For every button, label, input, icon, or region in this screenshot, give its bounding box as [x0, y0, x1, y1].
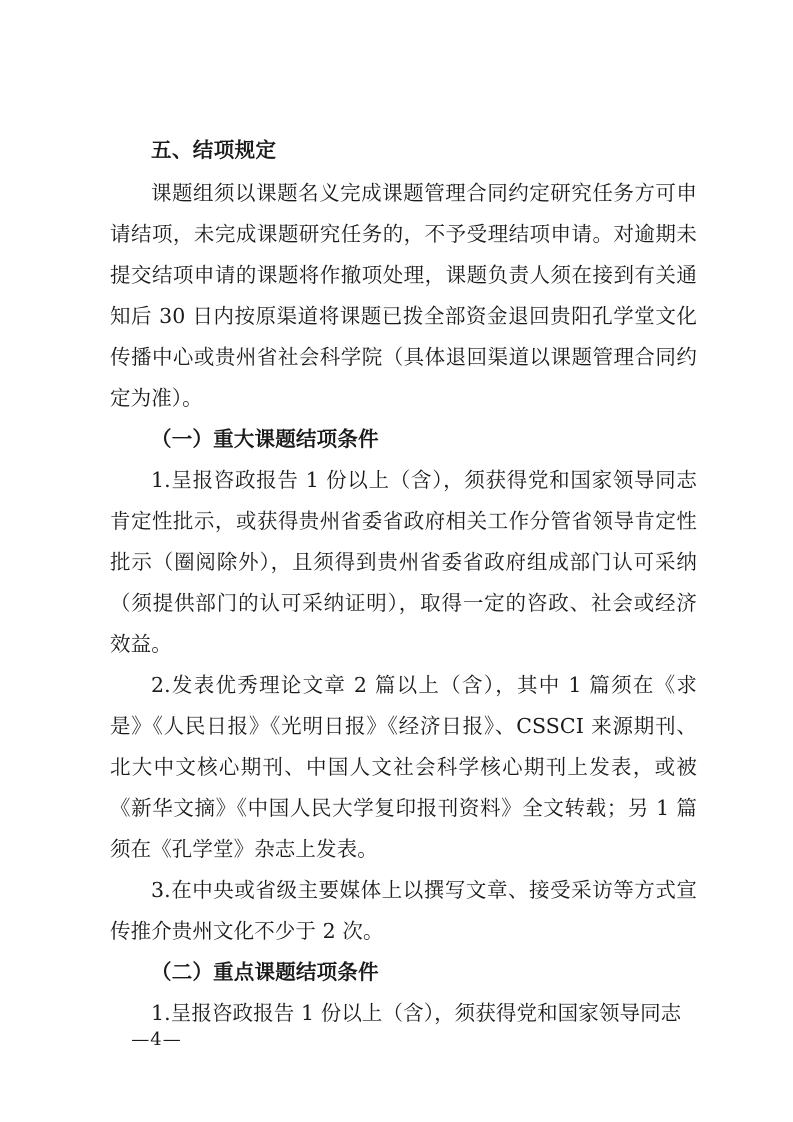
section-heading-five: 五、结项规定 — [151, 138, 277, 162]
paragraph-major-item-1: 1.呈报咨政报告 1 份以上（含），须获得党和国家领导同志肯定性批示，或获得贵州省委省政府相关工作分管省领导肯定性批示（圈阅除外），且须得到贵州省委省政府组成部门认可采纳（须提供部门的认可采纳证明），取得一定的咨政、社会或经济效益。 — [110, 468, 697, 656]
paragraph-major-item-3: 3.在中央或省级主要媒体上以撰写文章、接受采访等方式宣传推介贵州文化不少于 2 次。 — [110, 878, 697, 943]
document-body — [110, 130, 697, 1034]
subheading-key-project-conditions: （二）重点课题结项条件 — [151, 960, 379, 984]
page-footer — [0, 1029, 793, 1050]
paragraph-major-item-2: 2.发表优秀理论文章 2 篇以上（含），其中 1 篇须在《求是》《人民日报》《光明日报》《经济日报》、CSSCI 来源期刊、北大中文核心期刊、中国人文社会科学核心期刊上发表，或被《新华文摘》《中国人民大学复印报刊资料》全文转载；另 1 篇须在《孔学堂》杂志上发表。 — [110, 673, 697, 861]
subheading-major-project-conditions: （一）重大课题结项条件 — [151, 427, 379, 451]
paragraph-general-rules: 课题组须以课题名义完成课题管理合同约定研究任务方可申请结项，未完成课题研究任务的，不予受理结项申请。对逾期未提交结项申请的课题将作撤项处理，课题负责人须在接到有关通知后 30 日内按原渠道将课题已拨全部资金退回贵阳孔学堂文化传播中心或贵州省社会科学院（具体退回渠道以课题管理合同约定为准）。 — [110, 181, 697, 410]
page-number: —4— — [131, 1029, 182, 1050]
paragraph-key-item-1: 1.呈报咨政报告 1 份以上（含），须获得党和国家领导同志 — [151, 1001, 682, 1025]
